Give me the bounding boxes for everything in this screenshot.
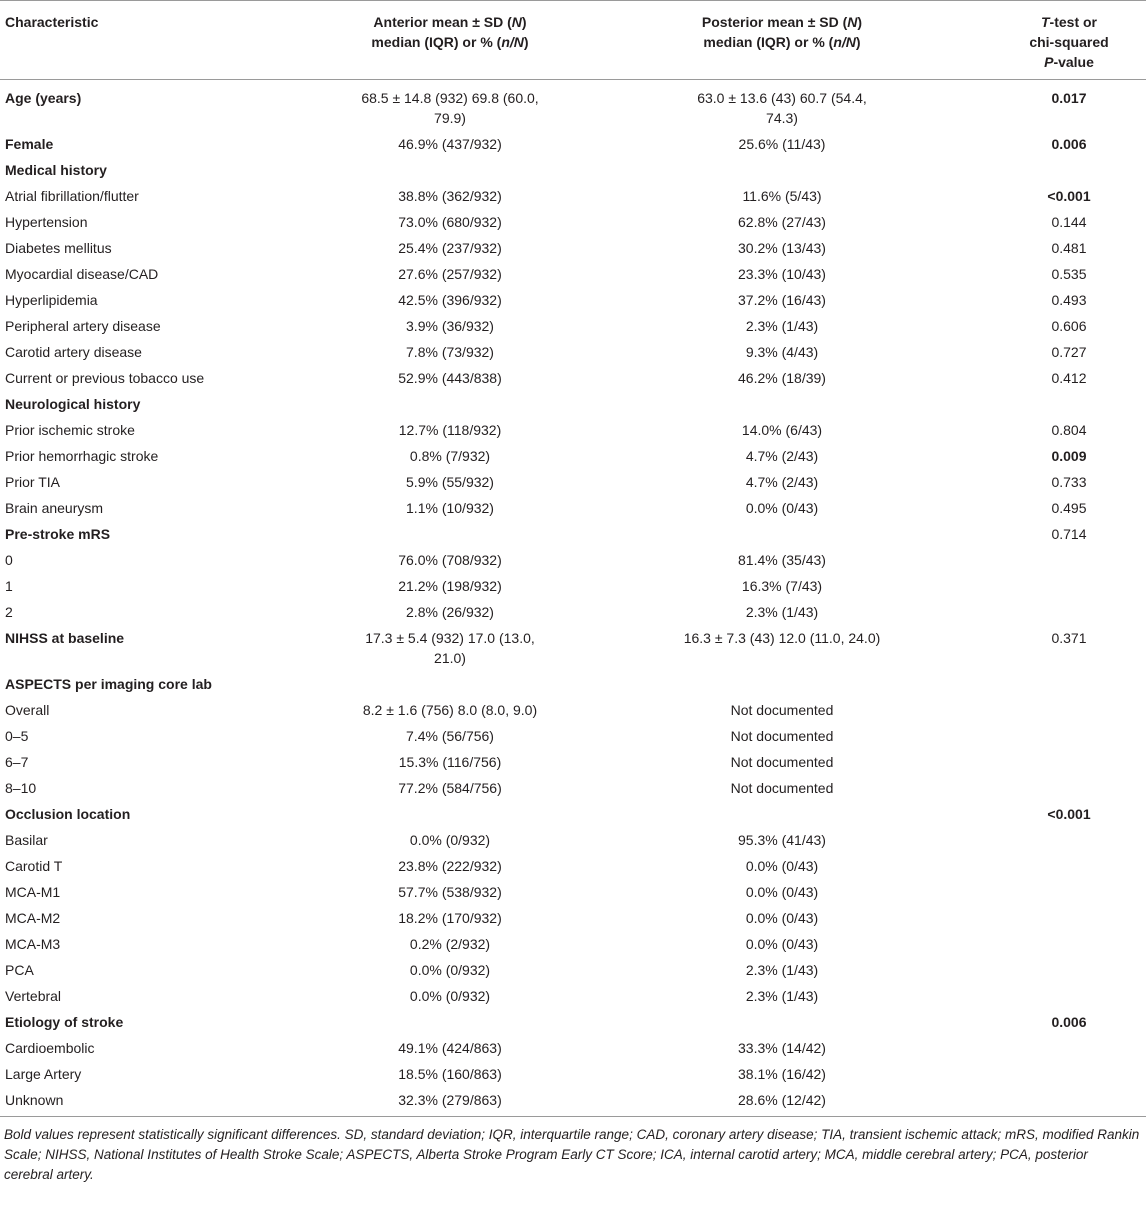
row-label: Myocardial disease/CAD xyxy=(5,266,159,282)
posterior-value: 0.0% (0/43) xyxy=(745,936,819,952)
anterior-value: 12.7% (118/932) xyxy=(398,422,502,438)
row-label: 8–10 xyxy=(5,780,37,796)
anterior-value: 0.8% (7/932) xyxy=(409,448,491,464)
anterior-value: 73.0% (680/932) xyxy=(398,214,502,230)
posterior-value: 2.3% (1/43) xyxy=(745,962,819,978)
row-label: NIHSS at baseline xyxy=(5,630,125,646)
table-row xyxy=(0,879,1146,905)
anterior-value: 7.8% (73/932) xyxy=(406,344,494,360)
anterior-value: 8.2 ± 1.6 (756) 8.0 (8.0, 9.0) xyxy=(362,702,538,718)
anterior-value: 3.9% (36/932) xyxy=(406,318,494,334)
p-value: 0.412 xyxy=(1051,370,1087,386)
posterior-value: 0.0% (0/43) xyxy=(745,858,819,874)
anterior-value: 0.0% (0/932) xyxy=(409,832,491,848)
row-label: Diabetes mellitus xyxy=(5,240,112,256)
posterior-value: 0.0% (0/43) xyxy=(745,500,819,516)
p-value: 0.481 xyxy=(1051,240,1087,256)
posterior-value: 9.3% (4/43) xyxy=(745,344,819,360)
table-row xyxy=(0,599,1146,625)
p-value: 0.606 xyxy=(1051,318,1087,334)
row-label: Large Artery xyxy=(5,1066,82,1082)
posterior-value: 37.2% (16/43) xyxy=(738,292,826,308)
anterior-value: 0.2% (2/932) xyxy=(409,936,491,952)
section-label: Occlusion location xyxy=(5,806,131,822)
posterior-value: 30.2% (13/43) xyxy=(738,240,826,256)
row-label: Hypertension xyxy=(5,214,88,230)
section-label: Pre-stroke mRS xyxy=(5,526,111,542)
table-row xyxy=(0,775,1146,801)
posterior-value: 33.3% (14/42) xyxy=(738,1040,826,1056)
anterior-value: 23.8% (222/932) xyxy=(398,858,502,874)
posterior-value: 0.0% (0/43) xyxy=(745,910,819,926)
anterior-value: 15.3% (116/756) xyxy=(398,754,502,770)
section-row xyxy=(0,671,1146,697)
row-label: Current or previous tobacco use xyxy=(5,370,205,386)
p-value: 0.727 xyxy=(1051,344,1087,360)
p-value: <0.001 xyxy=(1047,806,1091,822)
header-posterior: Posterior mean ± SD (N) median (IQR) or % (n/N) xyxy=(701,14,863,50)
anterior-value: 18.2% (170/932) xyxy=(398,910,502,926)
table-row xyxy=(0,749,1146,775)
row-label: 0–5 xyxy=(5,728,29,744)
row-label: 1 xyxy=(5,578,13,594)
row-label: Prior hemorrhagic stroke xyxy=(5,448,159,464)
row-label: MCA-M2 xyxy=(5,910,61,926)
p-value: 0.017 xyxy=(1051,90,1087,106)
row-label: Brain aneurysm xyxy=(5,500,104,516)
table-row xyxy=(0,1087,1146,1117)
table-row xyxy=(0,573,1146,599)
table-row xyxy=(0,495,1146,521)
table-row xyxy=(0,931,1146,957)
table-row xyxy=(0,1061,1146,1087)
section-row xyxy=(0,801,1146,827)
table-row xyxy=(0,469,1146,495)
anterior-value: 76.0% (708/932) xyxy=(398,552,502,568)
header-anterior: Anterior mean ± SD (N) median (IQR) or % (n/N) xyxy=(371,14,529,50)
table-row xyxy=(0,827,1146,853)
anterior-value: 2.8% (26/932) xyxy=(406,604,494,620)
p-value: <0.001 xyxy=(1047,188,1091,204)
table-row xyxy=(0,183,1146,209)
anterior-value: 42.5% (396/932) xyxy=(398,292,502,308)
posterior-value: 63.0 ± 13.6 (43) 60.7 (54.4, 74.3) xyxy=(697,90,867,126)
table-row xyxy=(0,287,1146,313)
posterior-value: Not documented xyxy=(730,754,834,770)
table-row xyxy=(0,417,1146,443)
row-label: Hyperlipidemia xyxy=(5,292,98,308)
table-row xyxy=(0,983,1146,1009)
row-label: 2 xyxy=(5,604,13,620)
posterior-value: 46.2% (18/39) xyxy=(738,370,826,386)
row-label: 6–7 xyxy=(5,754,29,770)
section-label: Etiology of stroke xyxy=(5,1014,124,1030)
row-label: MCA-M1 xyxy=(5,884,61,900)
posterior-value: 11.6% (5/43) xyxy=(742,188,822,204)
anterior-value: 1.1% (10/932) xyxy=(406,500,494,516)
table-row xyxy=(0,261,1146,287)
posterior-value: 62.8% (27/43) xyxy=(738,214,826,230)
anterior-value: 32.3% (279/863) xyxy=(398,1092,502,1108)
table-header xyxy=(0,1,1146,80)
posterior-value: 38.1% (16/42) xyxy=(738,1066,826,1082)
table-row xyxy=(0,365,1146,391)
p-value: 0.714 xyxy=(1051,526,1087,542)
table-row xyxy=(0,313,1146,339)
anterior-value: 25.4% (237/932) xyxy=(398,240,502,256)
table-row xyxy=(0,957,1146,983)
section-row xyxy=(0,1009,1146,1035)
table-row xyxy=(0,905,1146,931)
section-label: Neurological history xyxy=(5,396,141,412)
table-row xyxy=(0,235,1146,261)
table-body xyxy=(0,80,1146,1117)
table-row xyxy=(0,131,1146,157)
row-label: Prior ischemic stroke xyxy=(5,422,135,438)
table-row xyxy=(0,697,1146,723)
anterior-value: 27.6% (257/932) xyxy=(398,266,502,282)
anterior-value: 46.9% (437/932) xyxy=(398,136,502,152)
posterior-value: 28.6% (12/42) xyxy=(738,1092,826,1108)
posterior-value: 2.3% (1/43) xyxy=(745,604,819,620)
row-label: Prior TIA xyxy=(5,474,60,490)
table-row xyxy=(0,1035,1146,1061)
row-label: Carotid T xyxy=(5,858,63,874)
anterior-value: 52.9% (443/838) xyxy=(398,370,502,386)
table-row xyxy=(0,723,1146,749)
p-value: 0.009 xyxy=(1051,448,1087,464)
row-label: Vertebral xyxy=(5,988,62,1004)
row-label: Atrial fibrillation/flutter xyxy=(5,188,139,204)
posterior-value: 4.7% (2/43) xyxy=(745,474,819,490)
row-label: MCA-M3 xyxy=(5,936,61,952)
posterior-value: 23.3% (10/43) xyxy=(738,266,826,282)
row-label: Age (years) xyxy=(5,90,82,106)
posterior-value: 16.3% (7/43) xyxy=(741,578,823,594)
p-value: 0.371 xyxy=(1051,630,1087,646)
p-value: 0.495 xyxy=(1051,500,1087,516)
posterior-value: 16.3 ± 7.3 (43) 12.0 (11.0, 24.0) xyxy=(683,630,881,646)
anterior-value: 18.5% (160/863) xyxy=(398,1066,502,1082)
table-row xyxy=(0,547,1146,573)
row-label: Basilar xyxy=(5,832,48,848)
p-value: 0.006 xyxy=(1051,1014,1087,1030)
p-value: 0.733 xyxy=(1051,474,1087,490)
table-row xyxy=(0,625,1146,671)
table-row xyxy=(0,853,1146,879)
row-label: Peripheral artery disease xyxy=(5,318,161,334)
posterior-value: 0.0% (0/43) xyxy=(745,884,819,900)
posterior-value: 2.3% (1/43) xyxy=(745,988,819,1004)
anterior-value: 49.1% (424/863) xyxy=(398,1040,502,1056)
posterior-value: 25.6% (11/43) xyxy=(738,136,826,152)
posterior-value: 81.4% (35/43) xyxy=(738,552,826,568)
posterior-value: Not documented xyxy=(730,780,834,796)
row-label: Cardioembolic xyxy=(5,1040,95,1056)
posterior-value: 95.3% (41/43) xyxy=(738,832,826,848)
anterior-value: 57.7% (538/932) xyxy=(398,884,502,900)
section-label: ASPECTS per imaging core lab xyxy=(5,676,212,692)
table-row xyxy=(0,209,1146,235)
table-row xyxy=(0,339,1146,365)
section-label: Medical history xyxy=(5,162,107,178)
anterior-value: 5.9% (55/932) xyxy=(406,474,494,490)
section-row xyxy=(0,157,1146,183)
p-value: 0.144 xyxy=(1051,214,1087,230)
posterior-value: Not documented xyxy=(730,702,834,718)
row-label: Female xyxy=(5,136,54,152)
anterior-value: 17.3 ± 5.4 (932) 17.0 (13.0, 21.0) xyxy=(365,630,535,666)
row-label: PCA xyxy=(5,962,34,978)
anterior-value: 0.0% (0/932) xyxy=(409,962,491,978)
table-row xyxy=(0,443,1146,469)
p-value: 0.493 xyxy=(1051,292,1087,308)
anterior-value: 21.2% (198/932) xyxy=(398,578,502,594)
row-label: Overall xyxy=(5,702,50,718)
posterior-value: 14.0% (6/43) xyxy=(741,422,823,438)
p-value: 0.006 xyxy=(1051,136,1087,152)
posterior-value: 4.7% (2/43) xyxy=(745,448,819,464)
section-row xyxy=(0,521,1146,547)
section-row xyxy=(0,391,1146,417)
row-label: 0 xyxy=(5,552,13,568)
p-value: 0.535 xyxy=(1051,266,1087,282)
row-label: Unknown xyxy=(5,1092,64,1108)
posterior-value: Not documented xyxy=(730,728,834,744)
anterior-value: 38.8% (362/932) xyxy=(398,188,502,204)
header-p-value: T-test or chi-squared P-value xyxy=(1029,14,1109,70)
anterior-value: 77.2% (584/756) xyxy=(398,780,502,796)
table-row xyxy=(0,80,1146,132)
anterior-value: 68.5 ± 14.8 (932) 69.8 (60.0, 79.9) xyxy=(361,90,539,126)
table-footnote: Bold values represent statistically significant differences. SD, standard deviation; IQR, interquartile range; CAD, coronary artery disease; TIA, transient ischemic attack; mRS, modified Rankin Scale; NIHSS, National Institutes of Health Stroke Scale; ASPECTS, Alberta Stroke Program Early CT Score; ICA, internal carotid artery; MCA, middle cerebral artery; PCA, posterior cerebral artery. xyxy=(4,1127,1140,1182)
header-characteristic: Characteristic xyxy=(5,14,99,30)
p-value: 0.804 xyxy=(1051,422,1087,438)
header-row xyxy=(0,1,1146,80)
anterior-value: 0.0% (0/932) xyxy=(409,988,491,1004)
anterior-value: 7.4% (56/756) xyxy=(406,728,494,744)
posterior-value: 2.3% (1/43) xyxy=(745,318,819,334)
row-label: Carotid artery disease xyxy=(5,344,142,360)
